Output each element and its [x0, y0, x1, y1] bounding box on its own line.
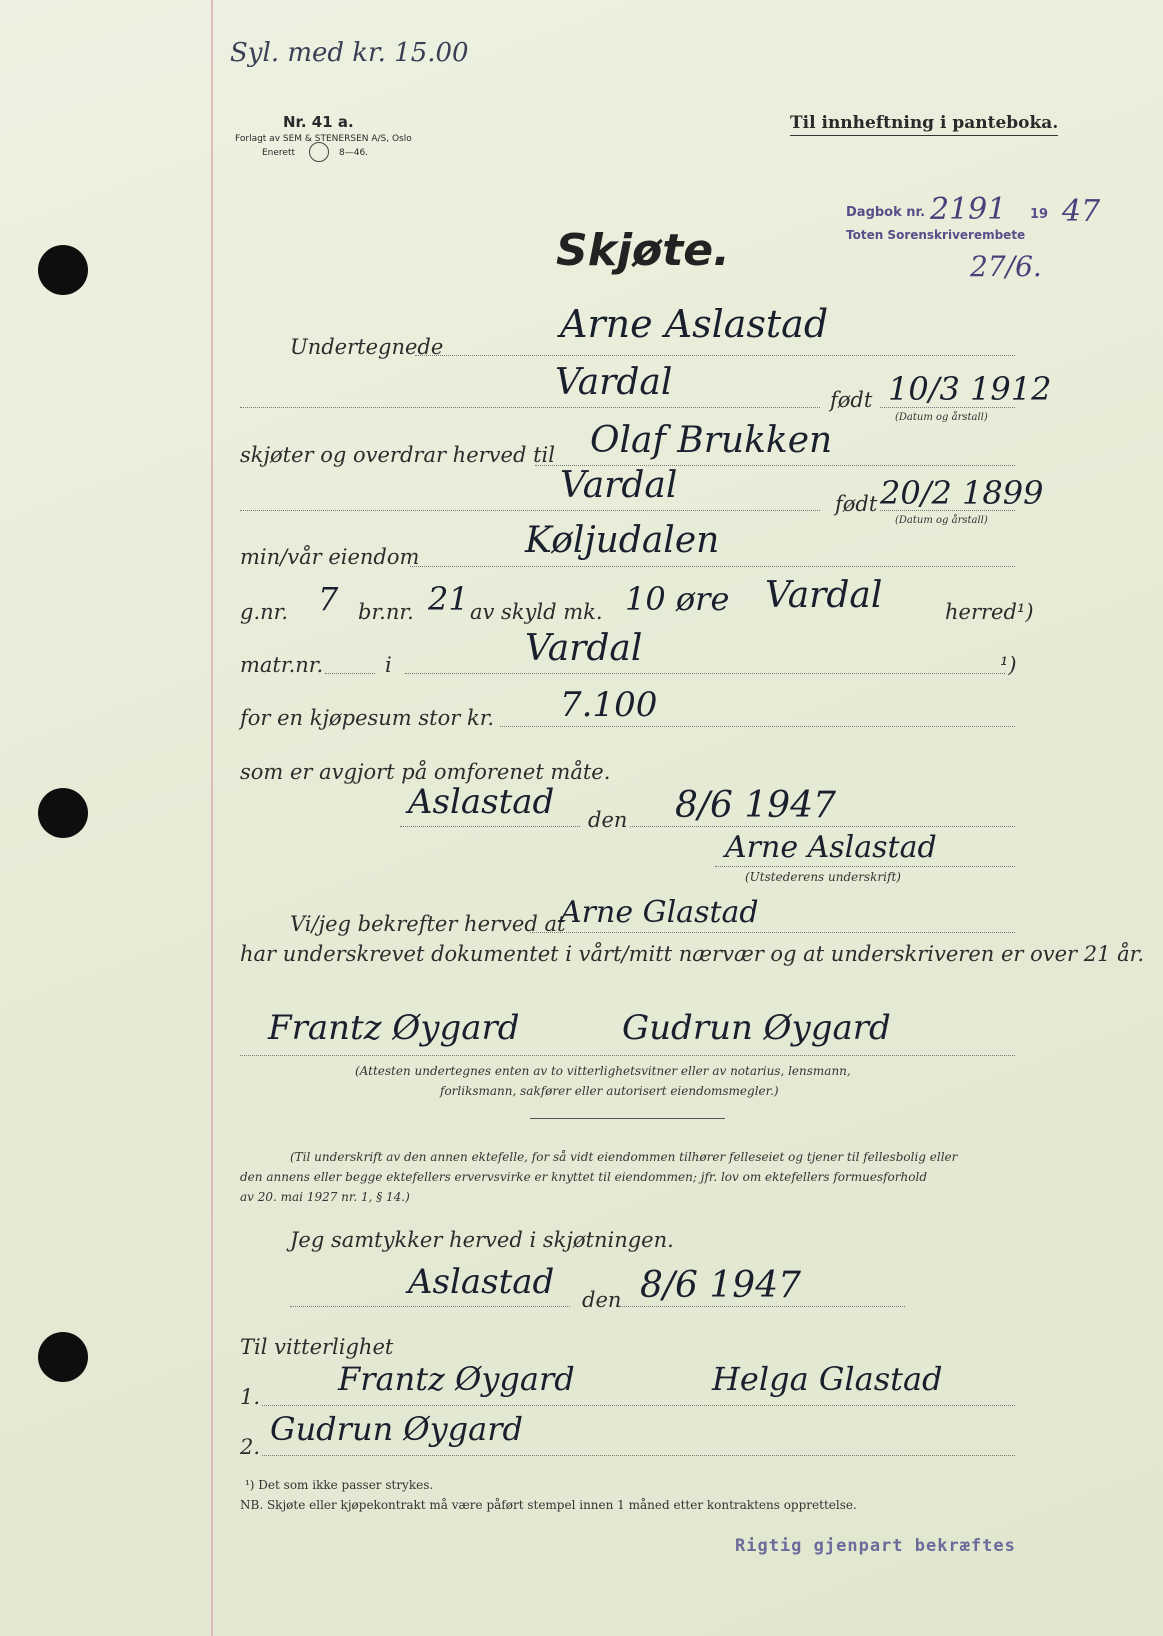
price-value: 7.100	[560, 685, 658, 725]
document-title: Skjøte.	[556, 225, 730, 276]
gnr-value: 7	[318, 580, 339, 618]
binding-note: Til innheftning i panteboka.	[790, 113, 1058, 136]
nb-note: NB. Skjøte eller kjøpekontrakt må være påført stempel innen 1 måned etter kontraktens opprettelse.	[240, 1498, 857, 1512]
matr-i-label: i	[385, 653, 392, 677]
witness-statement-line2: har underskrevet dokumentet i vårt/mitt nærvær og at underskriveren er over 21 år.	[240, 942, 1145, 966]
footnote: ¹) Det som ikke passer strykes.	[245, 1478, 434, 1492]
gnr-label: g.nr.	[240, 600, 289, 624]
seller-name-line	[415, 355, 1015, 356]
property-name-line	[410, 566, 1015, 567]
witness-note-1: (Attesten undertegnes enten av to vitterlighetsvitner eller av notarius, lensmann,	[355, 1064, 851, 1078]
witness-name-line	[530, 932, 1015, 933]
buyer-born-hint: (Datum og årstall)	[895, 515, 988, 526]
buyer-name: Olaf Brukken	[590, 420, 833, 461]
bnr-label: br.nr.	[358, 600, 414, 624]
property-label: min/vår eiendom	[240, 545, 420, 569]
witness-number-2: 2.	[240, 1435, 261, 1459]
witness-signature-line	[240, 1055, 1015, 1056]
property-name: Køljudalen	[525, 520, 720, 561]
matr-label: matr.nr.	[240, 653, 324, 677]
witness-2-signature: Gudrun Øygard	[270, 1410, 523, 1448]
margin-rule	[211, 0, 213, 1636]
vitterlighet-label: Til vitterlighet	[240, 1335, 394, 1359]
seller-signature-hint: (Utstederens underskrift)	[745, 870, 901, 884]
price-line	[500, 726, 1015, 727]
seller-born-label: født	[830, 388, 873, 412]
stamp-date: 27/6.	[970, 250, 1042, 283]
seller-born: 10/3 1912	[888, 370, 1052, 408]
publisher-date: 8—46.	[339, 148, 369, 158]
buyer-born: 20/2 1899	[880, 474, 1044, 512]
publisher-logo	[309, 142, 329, 162]
binder-hole-middle	[38, 788, 88, 838]
skyld-label: av skyld mk.	[470, 600, 603, 624]
spouse-note-line-3: av 20. mai 1927 nr. 1, § 14.)	[240, 1190, 410, 1204]
witness-1a-signature: Frantz Øygard	[338, 1360, 575, 1398]
consent-place: Aslastad	[408, 1262, 555, 1302]
transfer-label: skjøter og overdrar herved til	[240, 443, 555, 467]
publisher-line: Forlagt av SEM & STENERSEN A/S, Oslo	[235, 134, 412, 144]
section-divider	[530, 1118, 725, 1119]
signing-place-line	[400, 826, 580, 827]
signing-place: Aslastad	[408, 782, 555, 822]
certification-stamp: Rigtig gjenpart bekræftes	[735, 1536, 1016, 1556]
court-office: Toten Sorenskriverembete	[846, 228, 1026, 242]
seller-name: Arne Aslastad	[560, 302, 829, 346]
signing-date-line	[630, 826, 1015, 827]
price-label: for en kjøpesum stor kr.	[240, 706, 495, 730]
matr-line	[325, 673, 375, 674]
undersigned-label: Undertegnede	[290, 335, 444, 359]
witness-1-line	[262, 1405, 1015, 1406]
witness-signature-2: Gudrun Øygard	[622, 1008, 891, 1048]
binder-hole-bottom	[38, 1332, 88, 1382]
skyld-value: 10 øre	[625, 580, 730, 618]
fee-note: Syl. med kr. 15.00	[230, 38, 469, 68]
seller-place: Vardal	[555, 362, 673, 403]
spouse-note-line-1: (Til underskrift av den annen ektefelle, for så vidt eiendommen tilhører felleseiet og tjener til fellesbolig eller	[290, 1150, 958, 1164]
consent-place-line	[290, 1306, 570, 1307]
dagbok-number: 2191	[930, 192, 1007, 227]
buyer-place: Vardal	[560, 465, 678, 506]
dagbok-year-suffix: 47	[1062, 194, 1101, 229]
binder-hole-top	[38, 245, 88, 295]
bnr-value: 21	[428, 580, 469, 618]
publisher-enerett: Enerett	[262, 148, 296, 158]
witness-statement-name: Arne Glastad	[560, 895, 759, 930]
witness-statement-prefix: Vi/jeg bekrefter herved at	[290, 912, 566, 936]
witness-note-2: forliksmann, sakfører eller autorisert eiendomsmegler.)	[440, 1084, 779, 1098]
seller-signature: Arne Aslastad	[725, 830, 937, 865]
herred-label: herred¹)	[945, 600, 1034, 624]
witness-1b-signature: Helga Glastad	[712, 1360, 943, 1398]
buyer-place-line	[240, 510, 820, 511]
signing-date: 8/6 1947	[675, 785, 836, 826]
agreed-text: som er avgjort på omforenet måte.	[240, 760, 611, 784]
seller-signature-line	[715, 866, 1015, 867]
form-number: Nr. 41 a.	[283, 113, 354, 131]
seller-born-hint: (Datum og årstall)	[895, 412, 988, 423]
consent-den-label: den	[582, 1288, 622, 1312]
matr-place-line	[405, 673, 1005, 674]
witness-number-1: 1.	[240, 1385, 261, 1409]
consent-date-line	[620, 1306, 905, 1307]
buyer-born-label: født	[835, 492, 878, 516]
spouse-note-line-2: den annens eller begge ektefellers ervervsvirke er knyttet til eiendommen; jfr. lov om ektefellers formuesforhold	[240, 1170, 927, 1184]
witness-2-line	[262, 1455, 1015, 1456]
consent-date: 8/6 1947	[640, 1265, 801, 1306]
matr-paren: ¹)	[1000, 653, 1017, 677]
seller-place-line	[240, 407, 820, 408]
matr-place: Vardal	[525, 628, 643, 669]
consent-text: Jeg samtykker herved i skjøtningen.	[290, 1228, 674, 1252]
dagbok-label: Dagbok nr.	[846, 205, 926, 220]
witness-signature-1: Frantz Øygard	[268, 1008, 520, 1048]
dagbok-year-prefix: 19	[1030, 207, 1049, 222]
signing-den-label: den	[588, 808, 628, 832]
herred-place: Vardal	[765, 575, 883, 616]
